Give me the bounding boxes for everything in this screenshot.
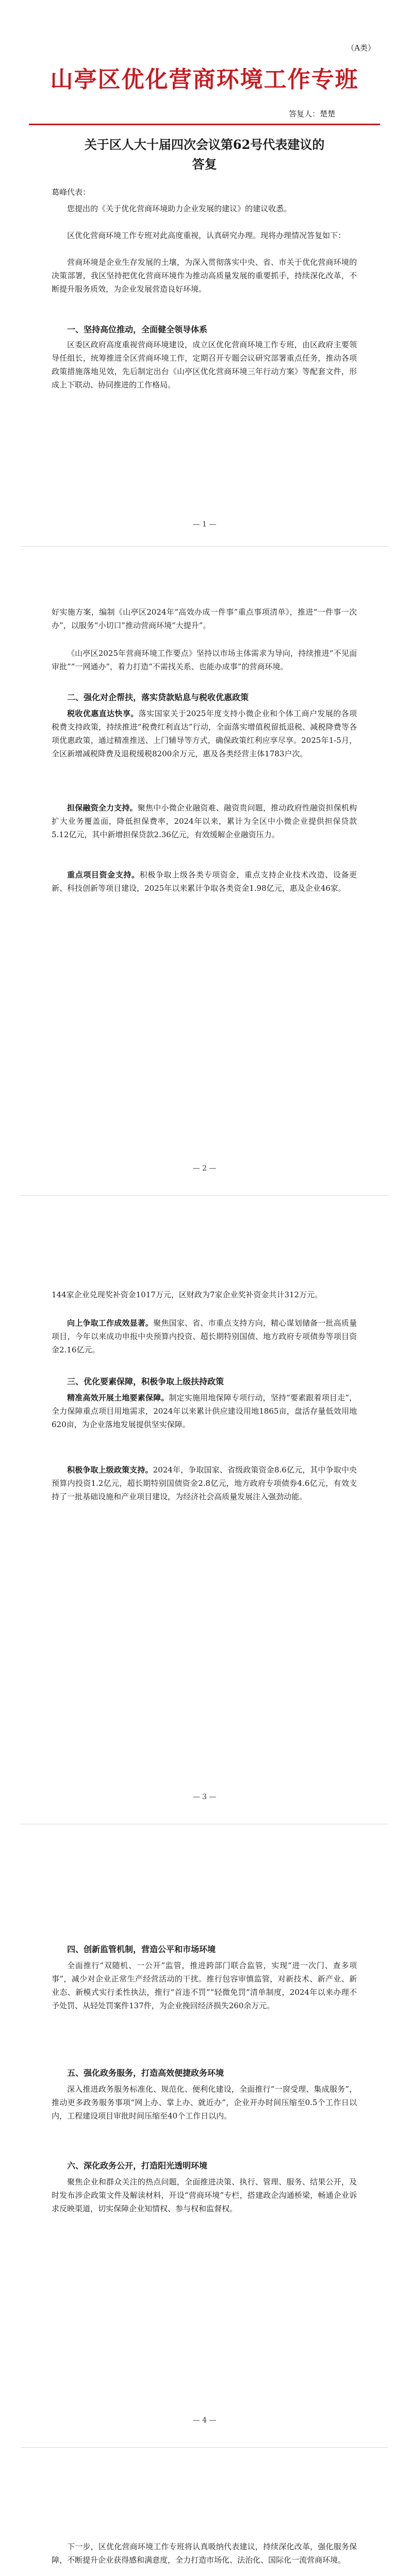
paragraph: 您提出的《关于优化营商环境助力企业发展的建议》的建议收悉。 — [67, 204, 292, 213]
subheading: 税收优惠直达快享。 — [67, 709, 139, 718]
subheading: 向上争取工作成效显著。 — [67, 1318, 154, 1328]
red-divider — [29, 124, 380, 125]
page-number: — 1 — — [192, 520, 217, 529]
section-heading-3: 三、优化要素保障，积极争取上级扶持政策 — [67, 1377, 224, 1386]
paragraph — [52, 1391, 357, 1431]
paragraph: 144家企业兑现奖补资金1017万元，区财政为7家企业奖补资金共计312万元。 — [52, 1290, 322, 1299]
paragraph: 《山亭区2025年营商环境工作要点》坚持以市场主体需求为导向，持续推进“不见面审批”“一网通办”，着力打造“不需找关系、也能办成事”的营商环境。 — [52, 649, 357, 671]
paragraph: 区委区政府高度重视营商环境建设，成立区优化营商环境工作专班，由区政府主要领导任组长，统筹推进全区营商环境工作，定期召开专题会议研究部署重点任务，推动各项政策措施落地见效，先后制定出台《山亭区优化营商环境三年行动方案》等配套文件，形成上下联动、协同推进的工作格局。 — [52, 340, 357, 389]
paragraph — [52, 1316, 357, 1357]
replier-label: 答复人： — [289, 109, 320, 118]
replier-name: 楚楚 — [320, 109, 336, 118]
corner-tag: （A类） — [347, 43, 375, 53]
greeting: 葛峰代表： — [52, 188, 91, 197]
paragraph: 深入推进政务服务标准化、规范化、便利化建设，全面推行“一窗受理、集成服务”，推动更多政务服务事项“网上办、掌上办、就近办”，企业开办时间压缩至0.5个工作日以内，工程建设项目审批时间压缩至40个工作日以内。 — [52, 2084, 357, 2121]
page-number: — 4 — — [192, 2416, 217, 2425]
subheading: 重点项目资金支持。 — [67, 870, 140, 879]
paragraph-text: 2024年，争取国家、省级政策资金8.6亿元，其中争取中央预算内投资1.2亿元，超长期特别国债资金2.8亿元，地方政府专项债券4.6亿元，有效支持了一批基础设施和产业项目建设，为经济社会高质量发展注入强劲动能。 — [52, 1465, 357, 1501]
paragraph-text: 聚焦中小微企业融资难、融资贵问题，推动政府性融资担保机构扩大业务覆盖面，降低担保费率，2024年以来，累计为全区中小微企业提供担保贷款5.12亿元，其中新增担保贷款2.36亿元，有效缓解企业融资压力。 — [52, 803, 357, 839]
page-separator — [21, 1195, 388, 1196]
paragraph — [52, 868, 357, 895]
subheading: 积极争取上级政策支持。 — [67, 1465, 153, 1475]
subheading: 担保融资全力支持。 — [67, 803, 138, 812]
paragraph-text: 积极争取上级各类专项资金，重点支持企业技术改造、设备更新、科技创新等项目建设，2025年以来累计争取各类资金1.98亿元，惠及企业46家。 — [52, 870, 357, 893]
paragraph: 好实施方案，编制《山亭区2024年“高效办成一件事”重点事项清单》，推进“一件事一次办”，以服务“小切口”推动营商环境“大提升”。 — [52, 607, 357, 630]
page-separator — [21, 546, 388, 547]
section-heading-5: 五、强化政务服务，打造高效便捷政务环境 — [67, 2068, 224, 2078]
paragraph-text: 聚焦国家、省、市重点支持方向，精心谋划储备一批高质量项目，今年以来成功申报中央预算内投资、超长期特别国债、地方政府专项债券等项目资金2.16亿元。 — [52, 1318, 357, 1354]
paragraph: 全面推行“双随机、一公开”监管，推进跨部门联合监管，实现“进一次门、查多项事”，减少对企业正常生产经营活动的干扰。推行包容审慎监管，对新技术、新产业、新业态、新模式实行柔性执法，推行“首违不罚”“轻微免罚”清单制度，2024年以来办理不予处罚、从轻处罚案件137件，为企业挽回经济损失260余万元。 — [52, 1961, 357, 2010]
paragraph: 区优化营商环境工作专班对此高度重视，认真研究办理。现将办理情况答复如下： — [67, 231, 346, 240]
paragraph — [52, 707, 357, 760]
page-separator — [21, 2447, 388, 2448]
masthead: 山亭区优化营商环境工作专班 — [50, 66, 359, 93]
replier — [289, 108, 335, 119]
paragraph: 聚焦企业和群众关注的热点问题，全面推进决策、执行、管理、服务、结果公开，及时发布涉企政策文件及解读材料，开设“营商环境”专栏，搭建政企沟通桥梁，畅通企业诉求反映渠道，切实保障企业知情权、参与权和监督权。 — [52, 2177, 357, 2213]
section-heading-1: 一、坚持高位推动，全面健全领导体系 — [67, 325, 208, 334]
paragraph-text: 落实国家关于2025年度支持小微企业和个体工商户发展的各项税费支持政策，持续推进“税费红利直达”行动，全面落实增值税留抵退税、减税降费等各项优惠政策，通过精准推送、上门辅导等方式，确保政策红利应享尽享。2025年1-5月，全区新增减税降费及退税缓税8200余万元，惠及各类经营主体1783户次。 — [52, 709, 357, 758]
page-number: — 2 — — [192, 1164, 217, 1173]
paragraph — [52, 1463, 357, 1503]
paragraph — [52, 801, 357, 841]
section-heading-4: 四、创新监管机制，营造公平和市场环境 — [67, 1944, 216, 1954]
title-line-2: 答复 — [192, 157, 217, 172]
section-heading-2: 二、强化对企帮扶，落实贷款贴息与税收优惠政策 — [67, 692, 249, 702]
title-line-1: 关于区人大十届四次会议第62号代表建议的 — [84, 137, 325, 152]
document-title — [0, 135, 409, 174]
subheading: 精准高效开展土地要素保障。 — [67, 1393, 169, 1402]
paragraph: 下一步，区优化营商环境工作专班将认真吸纳代表建议，持续深化改革，强化服务保障，不断提升企业获得感和满意度，全力打造市场化、法治化、国际化一流营商环境。 — [52, 2542, 357, 2565]
paragraph: 营商环境是企业生存发展的土壤，为深入贯彻落实中央、省、市关于优化营商环境的决策部署，我区坚持把优化营商环境作为推动高质量发展的重要抓手，持续深化改革，不断提升服务质效，为企业发展营造良好环境。 — [52, 258, 357, 294]
paragraph-text: 制定实施用地保障专项行动，坚持“要素跟着项目走”，全力保障重点项目用地需求，2024年以来累计供应建设用地1865亩，盘活存量低效用地620亩，为企业落地发展提供坚实保障。 — [52, 1393, 357, 1429]
page-number: — 3 — — [192, 1793, 217, 1801]
section-heading-6: 六、深化政务公开，打造阳光透明环境 — [67, 2161, 208, 2171]
